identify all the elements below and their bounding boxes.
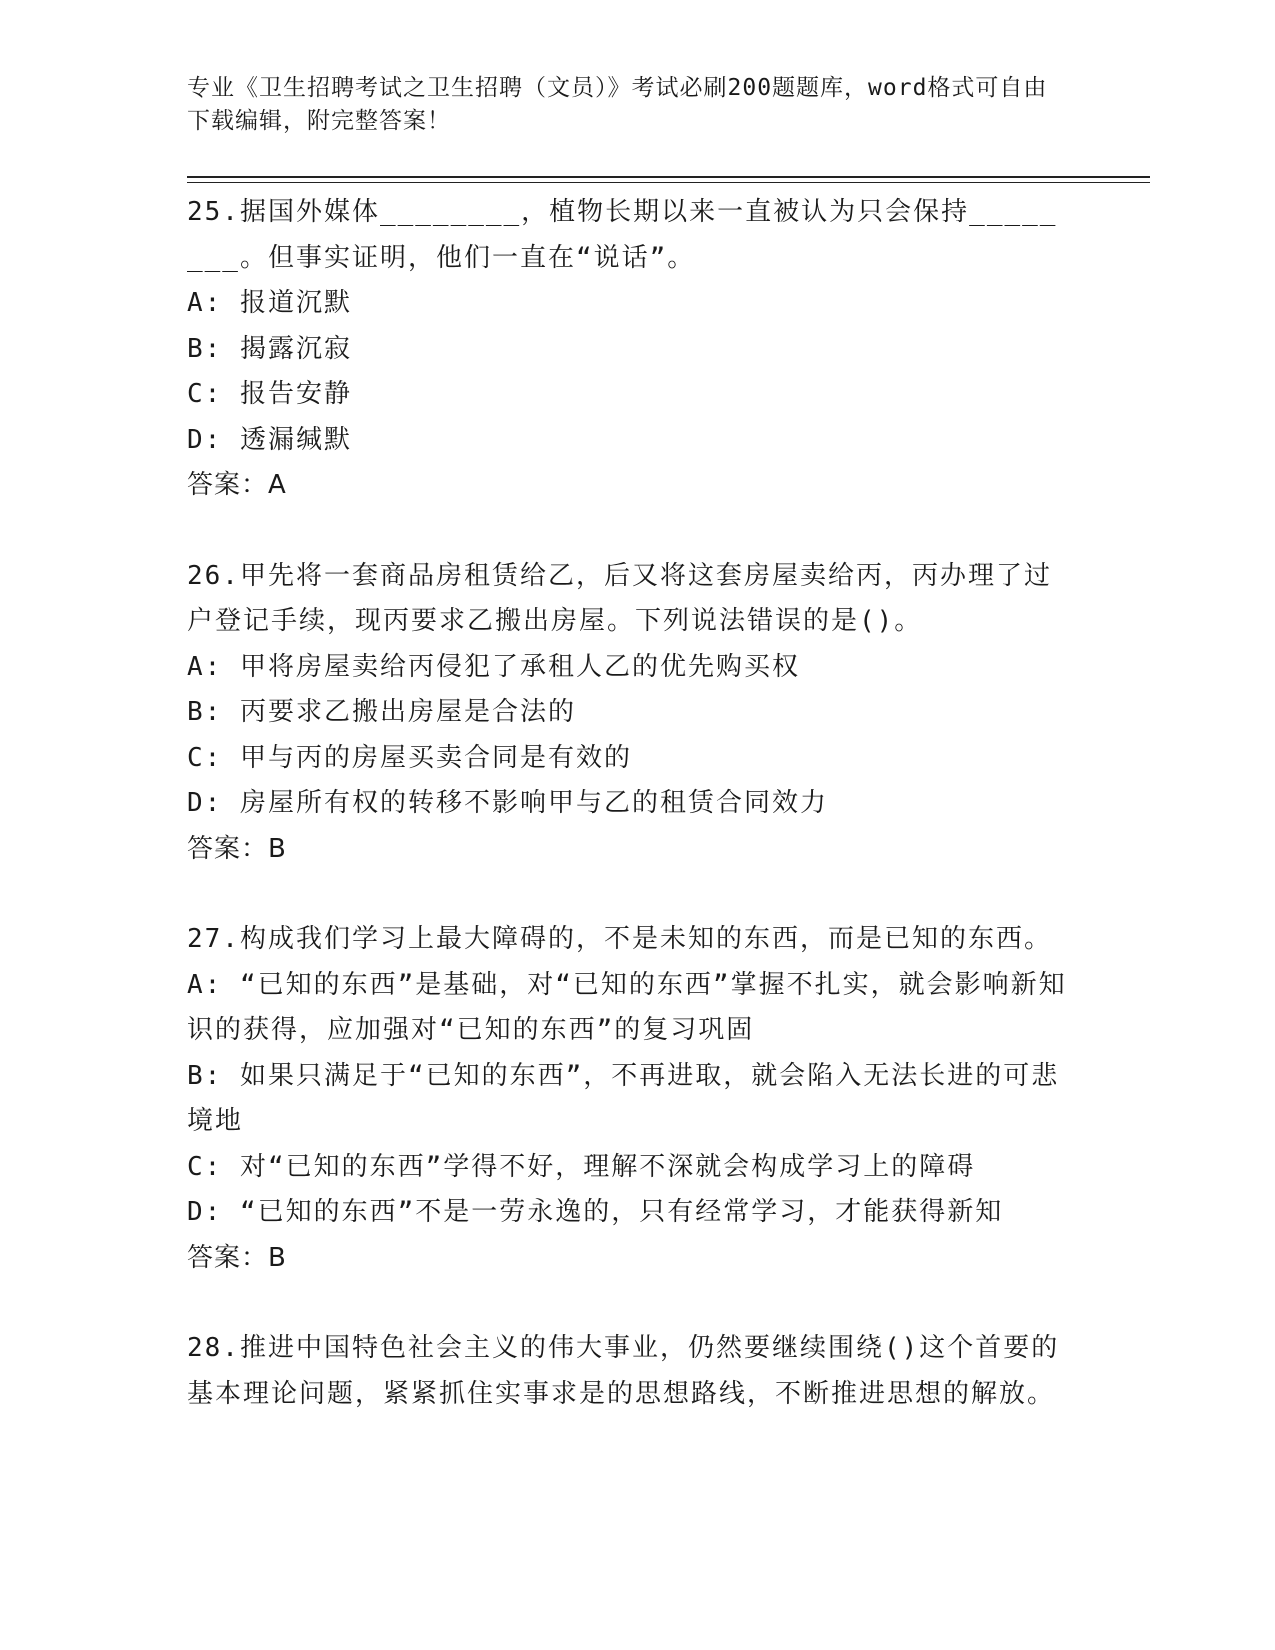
option-b: B: 如果只满足于“已知的东西”，不再进取，就会陷入无法长进的可悲境地 xyxy=(187,1060,1060,1136)
question-stem: 28.推进中国特色社会主义的伟大事业，仍然要继续围绕()这个首要的基本理论问题，紧紧抓住实事求是的思想路线，不断推进思想的解放。 xyxy=(187,1333,1060,1409)
question-stem: 27.构成我们学习上最大障碍的，不是未知的东西，而是已知的东西。 xyxy=(187,924,1052,954)
option-c: C: 甲与丙的房屋买卖合同是有效的 xyxy=(187,742,632,773)
option-a: A: 甲将房屋卖给丙侵犯了承租人乙的优先购买权 xyxy=(187,651,800,682)
answer: 答案：A xyxy=(187,470,287,500)
answer: 答案：B xyxy=(187,1242,287,1273)
question-stem: 25.据国外媒体________，植物长期以来一直被认为只会保持________。但事实证明，他们一直在“说话”。 xyxy=(187,197,1058,273)
question-25 xyxy=(187,190,1067,509)
question-list xyxy=(187,190,1067,1462)
option-d: D: 房屋所有权的转移不影响甲与乙的租赁合同效力 xyxy=(187,788,828,818)
option-c: C: 报告安静 xyxy=(187,379,352,409)
option-d: D: 透漏缄默 xyxy=(187,424,352,455)
document-header: 专业《卫生招聘考试之卫生招聘（文员）》考试必刷200题题库，word格式可自由下载编辑，附完整答案！ xyxy=(187,75,1048,134)
question-26 xyxy=(187,554,1067,873)
question-27 xyxy=(187,917,1067,1281)
question-stem: 26.甲先将一套商品房租赁给乙，后又将这套房屋卖给丙，丙办理了过户登记手续，现丙要求乙搬出房屋。下列说法错误的是()。 xyxy=(187,560,1052,636)
option-b: B: 丙要求乙搬出房屋是合法的 xyxy=(187,697,576,727)
option-a: A: “已知的东西”是基础，对“已知的东西”掌握不扎实，就会影响新知识的获得，应加强对“已知的东西”的复习巩固 xyxy=(187,969,1067,1045)
answer: 答案：B xyxy=(187,833,287,864)
option-a: A: 报道沉默 xyxy=(187,288,352,318)
header-divider-thin xyxy=(187,182,1150,183)
option-d: D: “已知的东西”不是一劳永逸的，只有经常学习，才能获得新知 xyxy=(187,1197,1004,1227)
option-b: B: 揭露沉寂 xyxy=(187,333,352,364)
header-divider xyxy=(187,176,1150,178)
question-28 xyxy=(187,1326,1067,1417)
option-c: C: 对“已知的东西”学得不好，理解不深就会构成学习上的障碍 xyxy=(187,1151,976,1182)
